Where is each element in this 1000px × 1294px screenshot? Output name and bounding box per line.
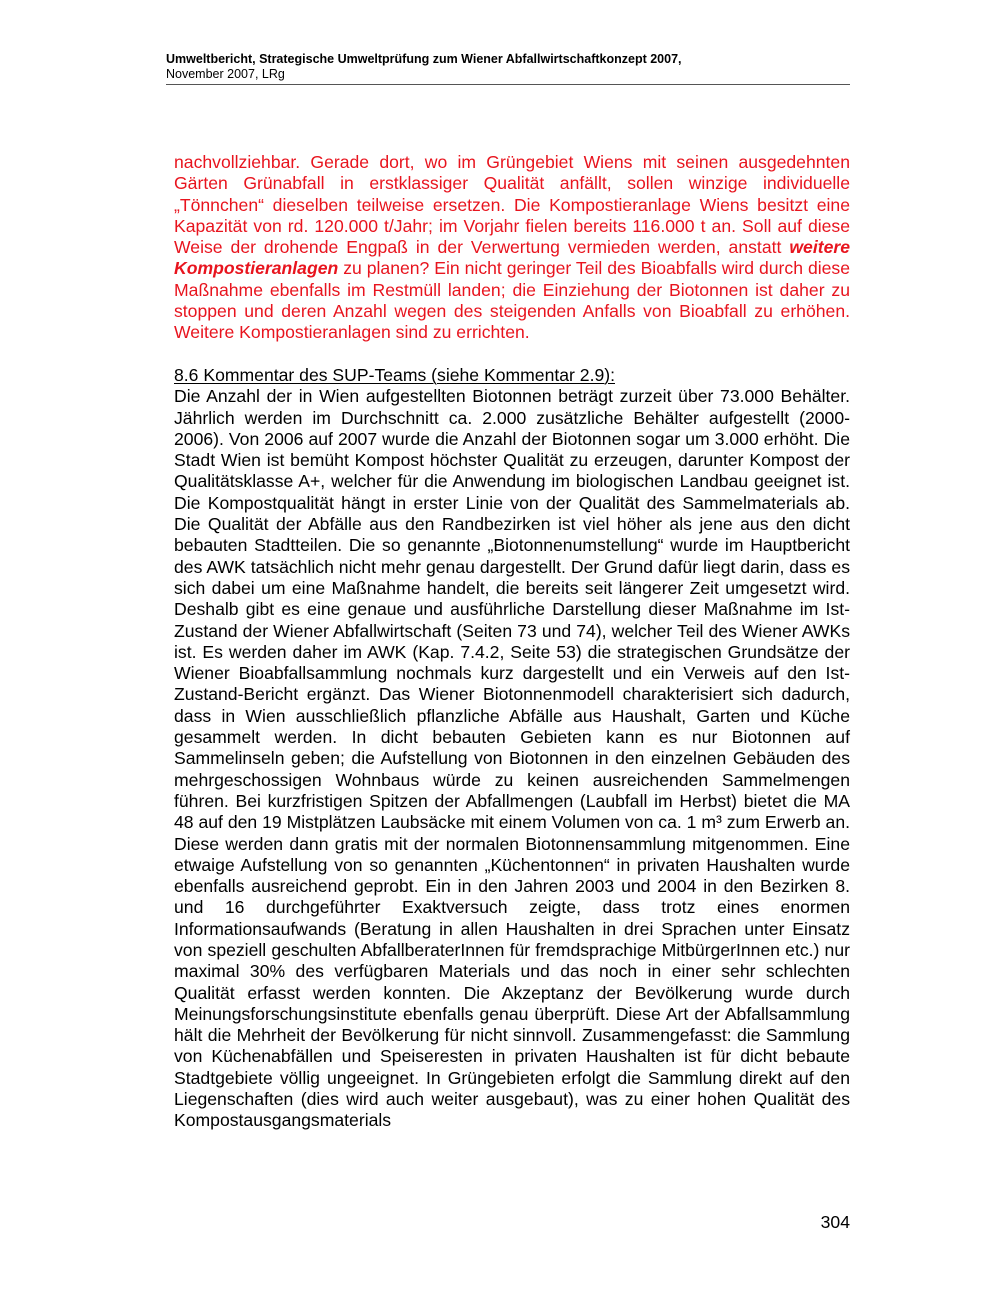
header-subtitle: November 2007, LRg <box>166 67 285 81</box>
comment-emphasis: weitere Kompostieranlagen <box>174 237 850 279</box>
header-title-suffix: , <box>678 52 682 66</box>
page-content <box>174 152 850 1132</box>
comment-text-before: nachvollziehbar. Gerade dort, wo im Grüngebiet Wiens mit seinen ausgedehnten Gärten Grünabfall in erstklassiger Qualität anfällt, sollen winzige individuelle „Tönnchen“ dieselben teilweise ersetzen. Die Kompostieranlage Wiens besitzt eine Kapazität von rd. 120.000 t/Jahr; im Vorjahr fielen bereits 116.000 t an. Soll auf diese Weise der drohende Engpaß in der Verwertung vermieden werden, anstatt <box>174 152 850 258</box>
response-paragraph: Die Anzahl der in Wien aufgestellten Biotonnen beträgt zurzeit über 73.000 Behälter. Jährlich werden im Durchschnitt ca. 2.000 zusätzliche Behälter aufgestellt (2000-2006). Von 2006 auf 2007 wurde die Anzahl der Biotonnen sogar um 3.000 erhöht. Die Stadt Wien ist bemüht Kompost höchster Qualität zu erzeugen, darunter Kompost der Qualitätsklasse A+, welcher für die Anwendung im biologischen Landbau geeignet ist. Die Kompostqualität hängt in erster Linie von der Qualität des Sammelmaterials ab. Die Qualität der Abfälle aus den Randbezirken ist viel höher als jene aus den dicht bebauten Stadtteilen. Die so genannte „Biotonnenumstellung“ wurde im Hauptbericht des AWK tatsächlich nicht mehr genau dargestellt. Der Grund dafür liegt darin, dass es sich dabei um eine Maßnahme handelt, die bereits seit längerer Zeit umgesetzt wird. Deshalb gibt es eine genaue und ausführliche Darstellung dieser Maßnahme im Ist-Zustand der Wiener Abfallwirtschaft (Seiten 73 und 74), welcher Teil des Wiener AWKs ist. Es werden daher im AWK (Kap. 7.4.2, Seite 53) die strategischen Grundsätze der Wiener Bioabfallsammlung nochmals kurz dargestellt und ein Verweis auf den Ist-Zustand-Bericht ergänzt. Das Wiener Biotonnenmodell charakterisiert sich dadurch, dass in Wien ausschließlich pflanzliche Abfälle aus Haushalt, Garten und Küche gesammelt werden. In dicht bebauten Gebieten kann es nur Biotonnen auf Sammelinseln geben; die Aufstellung von Biotonnen in den einzelnen Gebäuden des mehrgeschossigen Wohnbaus würde zu keinen ausreichenden Sammelmengen führen. Bei kurzfristigen Spitzen der Abfallmengen (Laubfall im Herbst) bietet die MA 48 auf den 19 Mistplätzen Laubsäcke mit einem Volumen von ca. 1 m³ zum Erwerb an. Diese werden dann gratis mit der normalen Biotonnensammlung mitgenommen. Eine etwaige Aufstellung von so genannten „Küchentonnen“ in privaten Haushalten wurde ebenfalls ausreichend geprobt. Ein in den Jahren 2003 und 2004 in den Bezirken 8. und 16 durchgeführter Exaktversuch zeigte, dass trotz eines enormen Informationsaufwands (Beratung in allen Haushalten in drei Sprachen unter Einsatz von speziell geschulten AbfallberaterInnen für fremdsprachige MitbürgerInnen etc.) nur maximal 30% des verfügbaren Materials und das noch in einer sehr schlechten Qualität erfasst werden konnten. Die Akzeptanz der Bevölkerung wurde durch Meinungsforschungsinstitute ebenfalls genau überprüft. Diese Art der Abfallsammlung hält die Mehrheit der Bevölkerung für nicht sinnvoll. Zusammengefasst: die Sammlung von Küchenabfällen und Speiseresten in privaten Haushalten ist für dicht bebaute Stadtgebiete völlig ungeeignet. In Grüngebieten erfolgt die Sammlung direkt auf den Liegenschaften (dies wird auch weiter ausgebaut), was zu einer hohen Qualität des Kompostausgangsmaterials <box>174 386 850 1131</box>
header-title <box>166 51 850 67</box>
section-heading: 8.6 Kommentar des SUP-Teams (siehe Kommentar 2.9): <box>174 364 615 385</box>
header-title-text: Umweltbericht, Strategische Umweltprüfung zum Wiener Abfallwirtschaftkonzept 2007 <box>166 52 679 66</box>
page-header <box>166 51 850 85</box>
page-number: 304 <box>820 1212 850 1232</box>
comment-paragraph <box>174 152 850 344</box>
comment-text-after: zu planen? Ein nicht geringer Teil des Bioabfalls wird durch diese Maßnahme ebenfalls im Restmüll landen; die Einziehung der Biotonnen ist daher zu stoppen und deren Anzahl wegen des steigenden Anfalls von Bioabfall zu erhöhen. Weitere Kompostieranlagen sind zu errichten. <box>174 258 850 343</box>
